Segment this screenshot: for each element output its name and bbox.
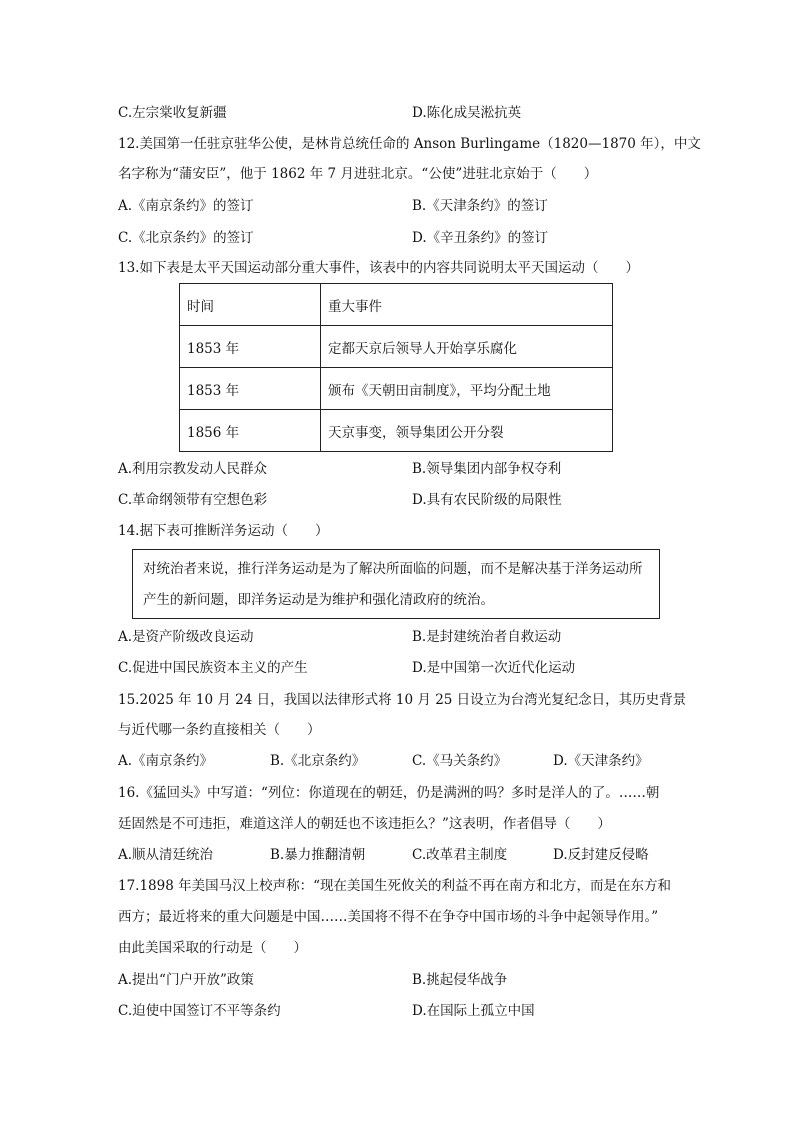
q11-option-d: D.陈化成吴淞抗英 bbox=[412, 105, 522, 121]
q13-option-d: D.具有农民阶级的局限性 bbox=[412, 492, 562, 508]
q12-option-a: A.《南京条约》的签订 bbox=[118, 198, 254, 214]
q17-option-b: B.挑起侵华战争 bbox=[412, 972, 508, 988]
q12-stem-line1: 12.美国第一任驻京驻华公使，是林肯总统任命的 Anson Burlingame（1820—1870 年），中文 bbox=[118, 136, 701, 152]
q14-option-d: D.是中国第一次近代化运动 bbox=[412, 660, 576, 676]
table-header-row bbox=[180, 284, 613, 326]
table-row bbox=[180, 368, 613, 410]
q14-option-c: C.促进中国民族资本主义的产生 bbox=[118, 660, 308, 676]
table-cell-event: 颁布《天朝田亩制度》，平均分配土地 bbox=[321, 368, 613, 410]
q14-option-a: A.是资产阶级改良运动 bbox=[118, 629, 254, 645]
q14-option-b: B.是封建统治者自救运动 bbox=[412, 629, 562, 645]
q17-option-a: A.提出“门户开放”政策 bbox=[118, 972, 254, 988]
q12-option-d: D.《辛丑条约》的签订 bbox=[412, 230, 549, 246]
q17-stem-line3: 由此美国采取的行动是（ ） bbox=[118, 940, 307, 956]
q14-quote-line1: 对统治者来说，推行洋务运动是为了解决所面临的问题，而不是解决基于洋务运动所 bbox=[143, 561, 643, 577]
q16-option-b: B.暴力推翻清朝 bbox=[270, 847, 366, 863]
q17-option-d: D.在国际上孤立中国 bbox=[412, 1003, 535, 1019]
q12-stem-line2: 名字称为“蒲安臣”，他于 1862 年 7 月进驻北京。“公使”进驻北京始于（ ） bbox=[118, 166, 598, 182]
q14-stem: 14.据下表可推断洋务运动（ ） bbox=[118, 523, 329, 539]
q15-option-b: B.《北京条约》 bbox=[270, 753, 366, 769]
q16-option-a: A.顺从清廷统治 bbox=[118, 847, 214, 863]
q15-stem-line1: 15.2025 年 10 月 24 日，我国以法律形式将 10 月 25 日设立为台湾光复纪念日，其历史背景 bbox=[118, 692, 687, 708]
q17-option-c: C.迫使中国签订不平等条约 bbox=[118, 1003, 281, 1019]
q16-stem-line1: 16.《猛回头》中写道：“列位：你道现在的朝廷，仍是满洲的吗？多时是洋人的了。……朝 bbox=[118, 785, 660, 801]
q11-option-c: C.左宗棠收复新疆 bbox=[118, 105, 227, 121]
q13-option-c: C.革命纲领带有空想色彩 bbox=[118, 492, 268, 508]
q13-option-b: B.领导集团内部争权夺利 bbox=[412, 461, 562, 477]
table-header-time: 时间 bbox=[180, 284, 321, 326]
q13-stem: 13.如下表是太平天国运动部分重大事件，该表中的内容共同说明太平天国运动（ ） bbox=[118, 260, 639, 276]
q15-stem-line2: 与近代哪一条约直接相关（ ） bbox=[118, 722, 321, 738]
table-header-event: 重大事件 bbox=[321, 284, 613, 326]
q16-stem-line2: 廷固然是不可违拒，难道这洋人的朝廷也不该违拒么？”这表明，作者倡导（ ） bbox=[118, 816, 611, 832]
q12-option-b: B.《天津条约》的签订 bbox=[412, 198, 548, 214]
table-cell-event: 天京事变，领导集团公开分裂 bbox=[321, 410, 613, 452]
q12-option-c: C.《北京条约》的签订 bbox=[118, 230, 254, 246]
table-cell-time: 1856 年 bbox=[180, 410, 321, 452]
q13-option-a: A.利用宗教发动人民群众 bbox=[118, 461, 268, 477]
table-cell-time: 1853 年 bbox=[180, 368, 321, 410]
q15-option-d: D.《天津条约》 bbox=[553, 753, 649, 769]
q14-quote-line2: 产生的新问题，即洋务运动是为维护和强化清政府的统治。 bbox=[143, 592, 494, 608]
table-cell-event: 定都天京后领导人开始享乐腐化 bbox=[321, 326, 613, 368]
table-cell-time: 1853 年 bbox=[180, 326, 321, 368]
q17-stem-line2: 西方；最近将来的重大问题是中国……美国将不得不在争夺中国市场的斗争中起领导作用。” bbox=[118, 909, 659, 925]
q13-events-table bbox=[179, 283, 613, 452]
q14-quote-box bbox=[132, 549, 660, 619]
q15-option-c: C.《马关条约》 bbox=[412, 753, 508, 769]
table-row bbox=[180, 326, 613, 368]
q16-option-c: C.改革君主制度 bbox=[412, 847, 508, 863]
q17-stem-line1: 17.1898 年美国马汉上校声称：“现在美国生死攸关的利益不再在南方和北方，而是在东方和 bbox=[118, 878, 672, 894]
q16-option-d: D.反封建反侵略 bbox=[553, 847, 649, 863]
table-row bbox=[180, 410, 613, 452]
q15-option-a: A.《南京条约》 bbox=[118, 753, 214, 769]
